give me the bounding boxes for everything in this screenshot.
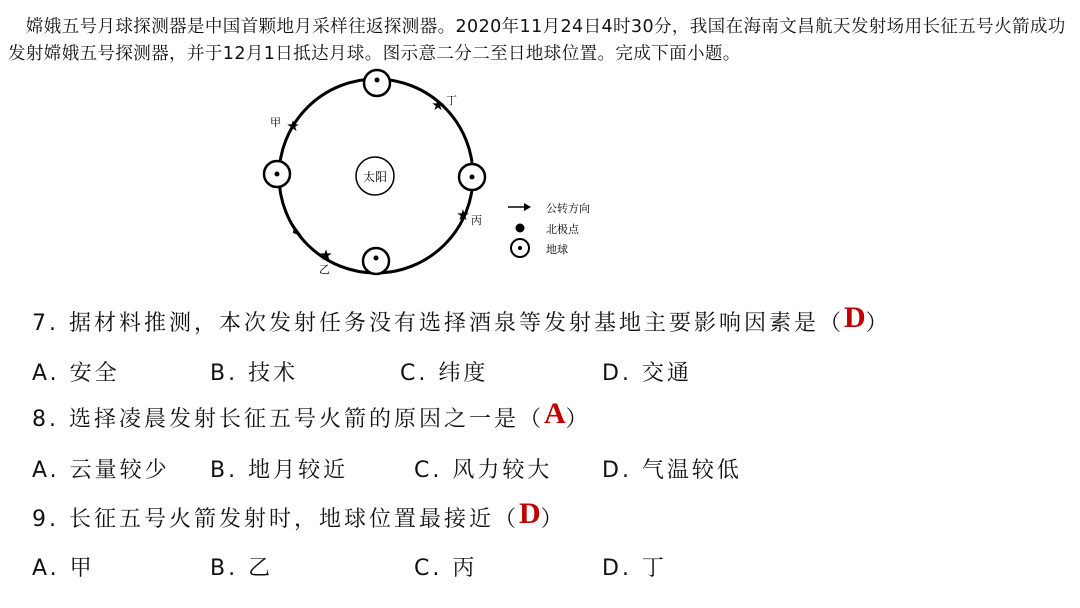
legend-label-earth: 地球	[546, 243, 568, 256]
option-a[interactable]: A. 云量较少	[32, 458, 170, 483]
sun-label: 太阳	[362, 170, 388, 184]
question-stem: 9. 长征五号火箭发射时，地球位置最接近（	[32, 507, 519, 532]
intro-paragraph: 嫦娥五号月球探测器是中国首颗地月采样往返探测器。2020年11月24日4时30分，我国在海南文昌航天发射场用长征五号火箭成功发射嫦娥五号探测器，并于12月1日抵达月球。图示意二分二至日地球位置。完成下面小题。	[8, 17, 1066, 64]
option-d[interactable]: D. 丁	[602, 556, 667, 581]
earth-icon	[511, 239, 529, 257]
option-b[interactable]: B. 地月较近	[210, 458, 349, 483]
question-close: ）	[565, 407, 591, 432]
earth-icon	[264, 161, 290, 187]
earth-icon	[459, 164, 485, 190]
option-b[interactable]: B. 技术	[210, 361, 299, 386]
star-marker-bing: ★	[456, 206, 470, 224]
legend	[508, 201, 590, 257]
answer-mark: D	[844, 301, 866, 334]
option-c[interactable]: C. 纬度	[400, 361, 489, 386]
label-bing: 丙	[471, 214, 482, 227]
answer-mark: D	[519, 497, 541, 530]
option-b[interactable]: B. 乙	[210, 556, 274, 581]
option-d[interactable]: D. 气温较低	[602, 458, 742, 483]
orbit-direction-arrow	[293, 225, 302, 236]
earth-icon	[363, 248, 389, 274]
star-marker-jia: ★	[286, 117, 300, 135]
orbit-diagram	[250, 62, 620, 282]
option-a[interactable]: A. 甲	[32, 556, 95, 581]
legend-label-pole: 北极点	[546, 223, 579, 236]
option-a[interactable]: A. 安全	[32, 361, 120, 386]
option-c[interactable]: C. 丙	[414, 556, 478, 581]
star-marker-ding: ★	[431, 96, 445, 114]
label-ding: 丁	[446, 94, 457, 107]
star-marker-yi: ★	[319, 246, 333, 264]
question-close: ）	[865, 311, 891, 336]
question-8	[32, 397, 591, 434]
question-stem: 8. 选择凌晨发射长征五号火箭的原因之一是（	[32, 407, 544, 432]
question-stem: 7. 据材料推测，本次发射任务没有选择酒泉等发射基地主要影响因素是（	[32, 311, 844, 336]
label-yi: 乙	[319, 263, 330, 276]
question-7	[32, 301, 891, 338]
question-close: ）	[540, 507, 566, 532]
option-c[interactable]: C. 风力较大	[414, 458, 553, 483]
label-jia: 甲	[270, 116, 281, 129]
answer-mark: A	[544, 397, 566, 430]
dot-icon	[516, 224, 525, 233]
question-9	[32, 497, 566, 534]
option-d[interactable]: D. 交通	[602, 361, 692, 386]
legend-label-orbit: 公转方向	[546, 202, 590, 215]
earth-icon	[364, 70, 390, 96]
